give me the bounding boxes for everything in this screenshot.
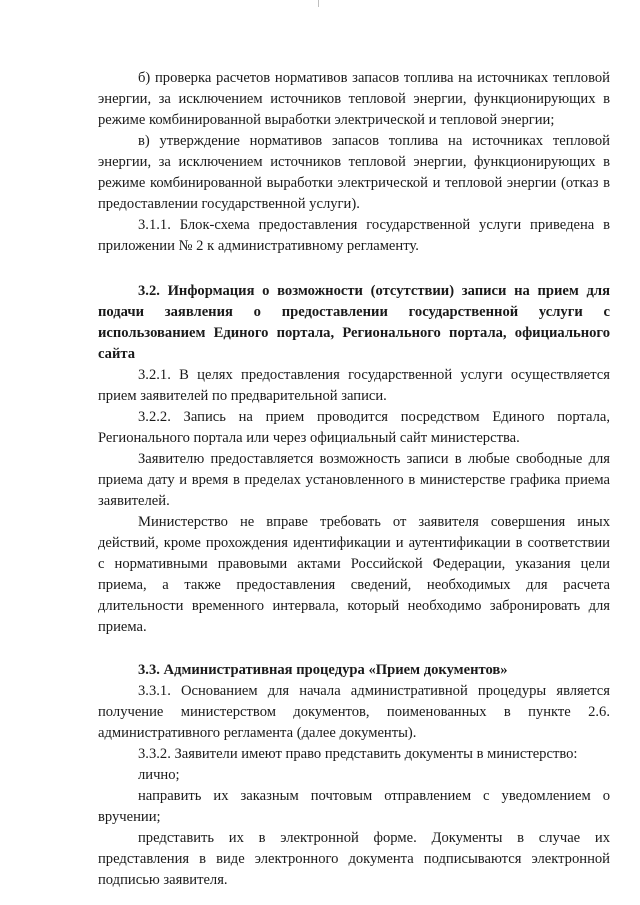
paragraph-3-1-1: 3.1.1. Блок-схема предоставления государственной услуги приведена в приложении № 2 к административному регламенту. (98, 217, 610, 254)
paragraph-3-2-1: 3.2.1. В целях предоставления государственной услуги осуществляется прием заявителей по предварительной записи. (98, 367, 610, 404)
list-item-in-person: лично; (138, 767, 180, 783)
paragraph-3-3-1: 3.3.1. Основанием для начала административной процедуры является получение министерством документов, поименованных в пункте 2.6. административного регламента (далее документы). (98, 683, 610, 741)
list-item-registered-mail: направить их заказным почтовым отправлением с уведомлением о вручении; (98, 788, 610, 825)
list-item-electronic-form: представить их в электронной форме. Документы в случае их представления в виде электронного документа подписываются электронной подписью заявителя. (98, 830, 610, 888)
section-heading-3-2: 3.2. Информация о возможности (отсутствии) записи на прием для подачи заявления о предоставлении государственной услуги с использованием Единого портала, Регионального портала, официального сайта (98, 283, 610, 362)
paragraph-applicant-booking: Заявителю предоставляется возможность записи в любые свободные для приема дату и время в пределах установленного в министерстве графика приема заявителей. (98, 451, 610, 509)
paragraph-3-3-2: 3.3.2. Заявители имеют право представить документы в министерство: (138, 746, 578, 762)
paragraph-3-2-2: 3.2.2. Запись на прием проводится посредством Единого портала, Регионального портала или через официальный сайт министерства. (98, 409, 610, 446)
paragraph-b-check: б) проверка расчетов нормативов запасов топлива на источниках тепловой энергии, за исключением источников тепловой энергии, функционирующих в режиме комбинированной выработки электрической и тепловой энергии; (98, 70, 610, 128)
paragraph-ministry-restrictions: Министерство не вправе требовать от заявителя совершения иных действий, кроме прохождения идентификации и аутентификации в соответствии с нормативными правовыми актами Российской Федерации, указания цели приема, а также предоставления сведений, необходимых для расчета длительности временного интервала, который необходимо забронировать для приема. (98, 514, 610, 635)
section-heading-3-3: 3.3. Административная процедура «Прием документов» (138, 662, 508, 678)
paragraph-v-approval: в) утверждение нормативов запасов топлива на источниках тепловой энергии, за исключением источников тепловой энергии, функционирующих в режиме комбинированной выработки электрической и тепловой энергии (отказ в предоставлении государственной услуги). (98, 133, 610, 212)
scan-mark (318, 0, 319, 7)
